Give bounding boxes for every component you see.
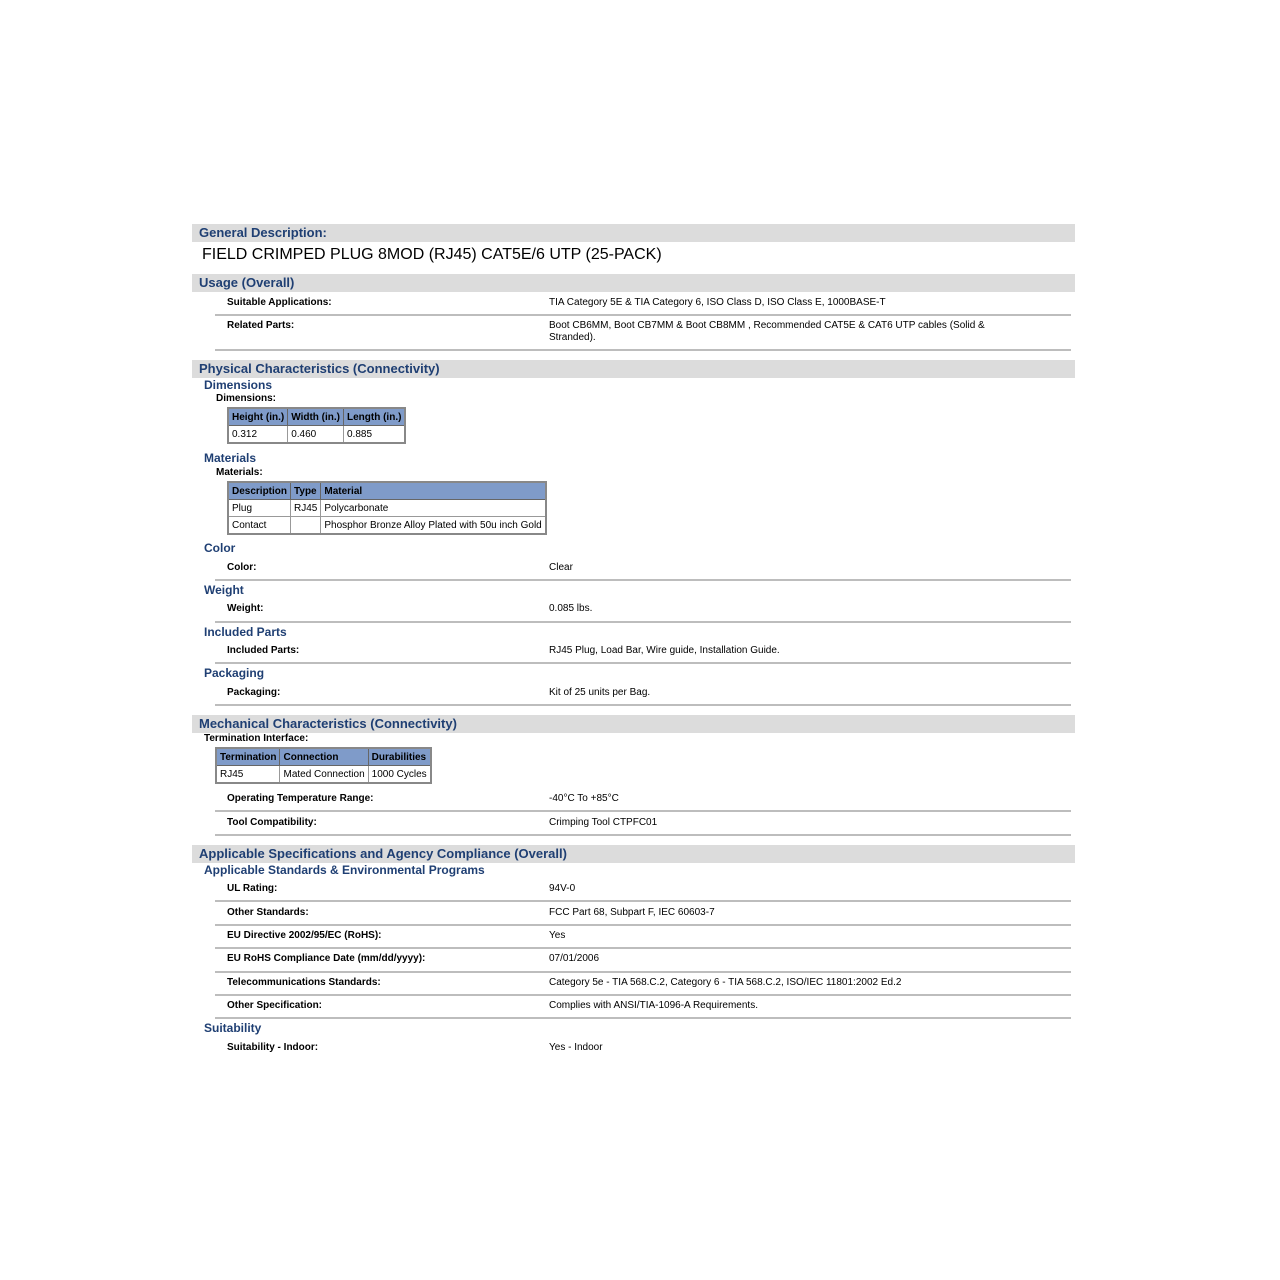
section-physical-characteristics <box>192 360 1075 378</box>
spec-value: Crimping Tool CTPFC01 <box>549 817 658 828</box>
row-divider <box>215 621 1071 623</box>
table-cell: Mated Connection <box>280 766 368 784</box>
spec-value: 0.085 lbs. <box>549 603 593 614</box>
subheading-weight: Weight <box>204 583 244 597</box>
row-divider <box>215 810 1071 812</box>
spec-label: Color: <box>227 562 257 573</box>
table-row <box>228 500 546 517</box>
table-header-row <box>228 408 405 426</box>
spec-label: Tool Compatibility: <box>227 817 317 828</box>
spec-label: Related Parts: <box>227 320 295 331</box>
spec-value: TIA Category 5E & TIA Category 6, ISO Class D, ISO Class E, 1000BASE-T <box>549 297 886 308</box>
spec-label: Suitable Applications: <box>227 297 332 308</box>
column-header: Material <box>321 482 546 500</box>
spec-value: Complies with ANSI/TIA-1096-A Requirements. <box>549 1000 758 1011</box>
spec-value: 07/01/2006 <box>549 953 600 964</box>
row-divider <box>215 971 1071 973</box>
subheading-dimensions: Dimensions <box>204 378 273 392</box>
section-heading: Mechanical Characteristics (Connectivity) <box>199 716 457 731</box>
materials-label: Materials: <box>216 467 263 478</box>
section-general-description <box>192 224 1075 242</box>
table-cell: 1000 Cycles <box>368 766 431 784</box>
termination-table <box>215 747 432 784</box>
subheading-packaging: Packaging <box>204 666 265 680</box>
spec-label: Other Standards: <box>227 907 309 918</box>
column-header: Length (in.) <box>344 408 406 426</box>
dimensions-table <box>227 407 406 444</box>
table-row <box>216 766 431 784</box>
spec-value: Boot CB6MM, Boot CB7MM & Boot CB8MM , Recommended CAT5E & CAT6 UTP cables (Solid & Stranded). <box>549 320 985 343</box>
row-divider <box>215 662 1071 664</box>
row-divider <box>215 1017 1071 1019</box>
table-row <box>228 426 405 444</box>
table-header-row <box>216 748 431 766</box>
row-divider <box>215 834 1071 836</box>
spec-value: -40°C To +85°C <box>549 793 619 804</box>
section-heading: Applicable Specifications and Agency Compliance (Overall) <box>199 846 567 861</box>
subheading-suitability: Suitability <box>204 1021 262 1035</box>
table-cell: 0.312 <box>228 426 288 444</box>
spec-label: UL Rating: <box>227 883 278 894</box>
column-header: Type <box>291 482 321 500</box>
spec-value: Clear <box>549 562 573 573</box>
table-cell <box>291 517 321 535</box>
spec-label: Operating Temperature Range: <box>227 793 374 804</box>
spec-value: RJ45 Plug, Load Bar, Wire guide, Installation Guide. <box>549 645 780 656</box>
table-cell: RJ45 <box>216 766 280 784</box>
section-heading: General Description: <box>199 225 327 240</box>
spec-value: FCC Part 68, Subpart F, IEC 60603-7 <box>549 907 715 918</box>
row-divider <box>215 314 1071 316</box>
subheading-materials: Materials <box>204 451 257 465</box>
spec-value: 94V-0 <box>549 883 576 894</box>
column-header: Durabilities <box>368 748 431 766</box>
section-heading: Usage (Overall) <box>199 275 295 290</box>
column-header: Width (in.) <box>288 408 344 426</box>
table-cell: Polycarbonate <box>321 500 546 517</box>
row-divider <box>215 947 1071 949</box>
column-header: Termination <box>216 748 280 766</box>
table-row <box>228 517 546 535</box>
row-divider <box>215 924 1071 926</box>
subheading-color: Color <box>204 541 236 555</box>
spec-label: EU Directive 2002/95/EC (RoHS): <box>227 930 382 941</box>
section-usage <box>192 274 1075 292</box>
section-heading: Physical Characteristics (Connectivity) <box>199 361 440 376</box>
table-cell: Plug <box>228 500 291 517</box>
row-divider <box>215 579 1071 581</box>
column-header: Description <box>228 482 291 500</box>
spec-label: Packaging: <box>227 687 281 698</box>
row-divider <box>215 349 1071 351</box>
spec-label: EU RoHS Compliance Date (mm/dd/yyyy): <box>227 953 426 964</box>
column-header: Height (in.) <box>228 408 288 426</box>
section-mechanical-characteristics <box>192 715 1075 733</box>
table-header-row <box>228 482 546 500</box>
spec-value: Category 5e - TIA 568.C.2, Category 6 - TIA 568.C.2, ISO/IEC 11801:2002 Ed.2 <box>549 977 902 988</box>
column-header: Connection <box>280 748 368 766</box>
table-cell: Phosphor Bronze Alloy Plated with 50u inch Gold <box>321 517 546 535</box>
section-applicable-specifications <box>192 845 1075 863</box>
row-divider <box>215 994 1071 996</box>
table-cell: 0.885 <box>344 426 406 444</box>
spec-label: Other Specification: <box>227 1000 323 1011</box>
subheading-included-parts: Included Parts <box>204 625 287 639</box>
spec-label: Telecommunications Standards: <box>227 977 381 988</box>
spec-value: Yes <box>549 930 566 941</box>
table-cell: Contact <box>228 517 291 535</box>
spec-value: Yes - Indoor <box>549 1042 603 1053</box>
product-title: FIELD CRIMPED PLUG 8MOD (RJ45) CAT5E/6 UTP (25-PACK) <box>202 246 662 263</box>
spec-label: Included Parts: <box>227 645 300 656</box>
dimensions-label: Dimensions: <box>216 393 277 404</box>
spec-label: Weight: <box>227 603 264 614</box>
materials-table <box>227 481 547 535</box>
row-divider <box>215 704 1071 706</box>
spec-value: Kit of 25 units per Bag. <box>549 687 651 698</box>
table-cell: 0.460 <box>288 426 344 444</box>
row-divider <box>215 900 1071 902</box>
subheading-standards: Applicable Standards & Environmental Programs <box>204 863 485 877</box>
table-cell: RJ45 <box>291 500 321 517</box>
termination-interface-label: Termination Interface: <box>204 733 309 744</box>
spec-label: Suitability - Indoor: <box>227 1042 319 1053</box>
